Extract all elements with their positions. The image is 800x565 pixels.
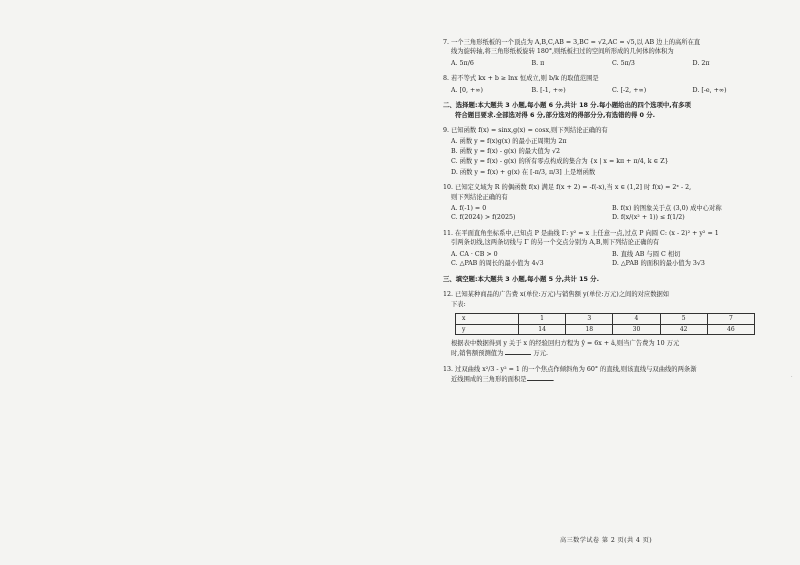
- table-row: [456, 314, 755, 324]
- option-b: B. 直线 AB 与圆 C 相切: [612, 250, 681, 258]
- margin-mark: ·: [791, 374, 793, 380]
- question-13-period: .: [552, 376, 555, 384]
- option-b: B. π: [531, 59, 545, 67]
- question-10-stem-cont: 则下列结论正确的有: [451, 193, 508, 201]
- option-b: B. f(x) 的图象关于点 (3,0) 成中心对称: [612, 205, 722, 213]
- question-10: [443, 183, 773, 223]
- question-9: [443, 126, 773, 177]
- table-cell: 1: [519, 314, 566, 324]
- table-cell: 46: [707, 324, 754, 334]
- table-cell: x: [456, 314, 519, 324]
- question-13-stem: 13. 过双曲线 x²/3 - y² = 1 的一个焦点作倾斜角为 60° 的直线,则该直线与双曲线的两条渐: [443, 365, 697, 373]
- question-11-stem: 11. 在平面直角坐标系中,已知点 P 是曲线 Γ: y² = x 上任意一点,过点 P 向圆 C: (x - 2)² + y² = 1: [443, 229, 719, 237]
- question-8-options: [443, 86, 773, 95]
- section-2-title: 二、选择题:本大题共 3 小题,每小题 6 分,共计 18 分.每小题给出的四个选项中,有多项: [443, 101, 691, 110]
- option-d: D. [-e, +∞): [692, 86, 727, 94]
- question-12-unit: 万元.: [533, 350, 549, 358]
- section-2-title-cont: 符合题目要求.全部选对得 6 分,部分选对的得部分分,有选错的得 0 分.: [455, 110, 656, 119]
- question-8: [443, 74, 773, 95]
- table-cell: 5: [660, 314, 707, 324]
- question-12: [443, 290, 773, 358]
- answer-blank: [527, 374, 555, 384]
- question-12-after: 根据表中数据得到 y 关于 x 的经验回归方程为 ŷ = 6x + â,则当广告费为 10 万元: [451, 339, 680, 347]
- question-11-stem-cont: 引两条切线,这两条切线与 Γ 的另一个交点分别为 A,B,则下列结论正确的有: [451, 239, 660, 247]
- section-3-title: 三、填空题:本大题共 3 小题,每小题 5 分,共计 15 分.: [443, 274, 600, 283]
- option-d: D. 2π: [692, 59, 710, 67]
- question-11: [443, 229, 773, 269]
- question-11-options: [443, 250, 773, 269]
- table-cell: y: [456, 324, 519, 334]
- table-cell: 3: [566, 314, 613, 324]
- option-b: B. 函数 y = f(x) - g(x) 的最大值为 √2: [451, 148, 560, 156]
- question-12-stem: 12. 已知某种商品的广告费 x(单位:万元)与销售额 y(单位:万元)之间的对应数据如: [443, 291, 670, 299]
- question-10-options: [443, 204, 773, 223]
- question-12-after-cont: [443, 348, 773, 358]
- table-cell: 42: [660, 324, 707, 334]
- question-7-stem: 7. 一个三角形纸板的一个顶点为 A,B,C,AB = 3,BC = √2,AC = √5,以 AB 边上的高所在直: [443, 39, 701, 46]
- option-a: A. [0, +∞): [451, 86, 483, 94]
- question-7-stem-cont: 线为旋转轴,将三角形纸板旋转 180°,则纸板扫过的空间所形成的几何体的体积为: [451, 48, 674, 56]
- table-cell: 18: [566, 324, 613, 334]
- section-3-header: [443, 275, 773, 285]
- question-10-stem: 10. 已知定义域为 R 的偶函数 f(x) 满足 f(x + 2) = -f(-x),当 x ∈ (1,2] 时 f(x) = 2ˣ - 2,: [443, 184, 692, 192]
- option-a: A. 函数 y = f(x)g(x) 的最小正周期为 2π: [451, 137, 567, 145]
- question-7-options: [443, 59, 773, 68]
- option-d: D. △PAB 的面积的最小值为 3√3: [612, 260, 705, 268]
- table-cell: 30: [613, 324, 660, 334]
- option-a: A. f(-1) = 0: [451, 205, 487, 213]
- option-a: A. 5π/6: [451, 59, 474, 67]
- option-d: D. f(x/(x² + 1)) ≤ f(1/2): [612, 214, 685, 222]
- question-13-stem-cont: [443, 374, 773, 384]
- section-2-header: [443, 101, 773, 120]
- option-b: B. [-1, +∞): [531, 86, 566, 94]
- table-cell: 4: [613, 314, 660, 324]
- question-12-stem-cont: 下表:: [451, 300, 466, 308]
- question-8-stem: 8. 若不等式 kx + b ≥ lnx 恒成立,则 b/k 的取值范围是: [443, 75, 599, 83]
- option-c: C. 函数 y = f(x) - g(x) 的所有零点构成的集合为 {x | x = kπ + π/4, k ∈ Z}: [451, 158, 669, 166]
- question-13: [443, 365, 773, 385]
- table-cell: 7: [707, 314, 754, 324]
- question-column: [443, 38, 773, 391]
- option-c: C. [-2, +∞): [612, 86, 647, 94]
- data-table: [455, 313, 755, 335]
- option-c: C. △PAB 的周长的最小值为 4√3: [451, 260, 544, 268]
- table-row: [456, 324, 755, 334]
- question-13-stem2: 近线围成的三角形的面积是: [451, 376, 527, 384]
- option-d: D. 函数 y = f(x) + g(x) 在 [-π/3, π/3] 上是增函数: [451, 168, 596, 176]
- question-7: [443, 38, 773, 68]
- option-a: A. CA · CB > 0: [451, 250, 498, 258]
- page-footer: 高三数学试卷 第 2 页(共 4 页): [560, 537, 653, 544]
- table-cell: 14: [519, 324, 566, 334]
- option-c: C. f(2024) > f(2025): [451, 214, 516, 222]
- option-c: C. 5π/3: [612, 59, 635, 67]
- question-9-stem: 9. 已知函数 f(x) = sinx,g(x) = cosx,则下列结论正确的有: [443, 127, 608, 135]
- answer-blank: [505, 348, 531, 355]
- question-12-after2: 时,销售额预测值为: [451, 350, 504, 358]
